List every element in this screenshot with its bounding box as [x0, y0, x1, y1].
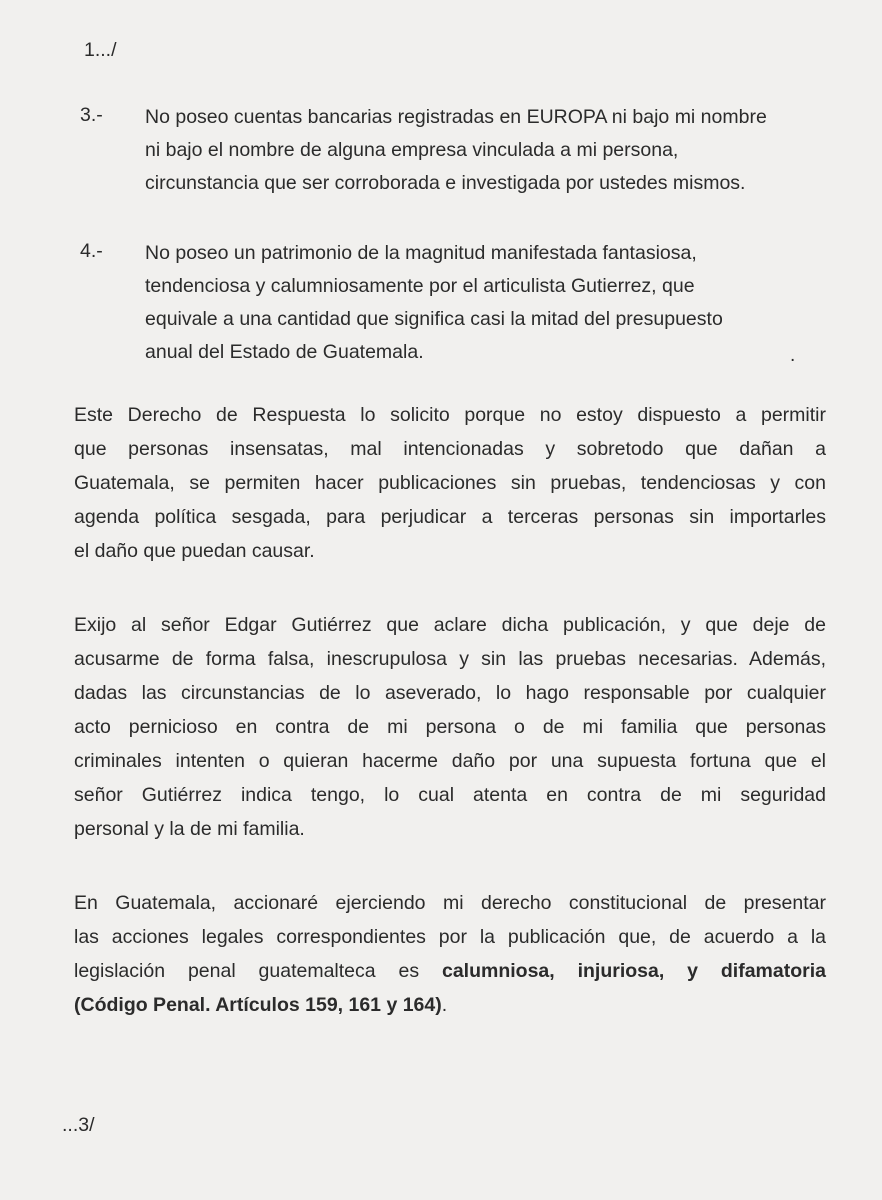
- paragraph-derecho-respuesta: [74, 398, 826, 568]
- paragraph-line: acto pernicioso en contra de mi persona o de mi familia que personas: [74, 716, 826, 738]
- paragraph-line: que personas insensatas, mal intencionadas y sobretodo que dañan a: [74, 438, 826, 460]
- paragraph-line: dadas las circunstancias de lo aseverado, lo hago responsable por cualquier: [74, 682, 826, 704]
- paragraph-acciones-legales: [74, 886, 826, 1022]
- item-3-line: ni bajo el nombre de alguna empresa vinculada a mi persona,: [145, 139, 679, 161]
- paragraph-line: En Guatemala, accionaré ejerciendo mi derecho constitucional de presentar: [74, 892, 826, 914]
- paragraph-line: las acciones legales correspondientes por la publicación que, de acuerdo a la: [74, 926, 826, 948]
- paragraph-exijo: [74, 608, 826, 846]
- item-3-number: 3.-: [80, 104, 103, 126]
- item-4-number: 4.-: [80, 240, 103, 262]
- item-3-text: [145, 101, 825, 200]
- plain-text: .: [441, 994, 448, 1016]
- paragraph-line: [74, 954, 826, 988]
- plain-text: legislación penal guatemalteca es: [74, 960, 442, 982]
- paragraph-line: criminales intenten o quieran hacerme daño por una supuesta fortuna que el: [74, 750, 826, 772]
- paragraph-line: personal y la de mi familia.: [74, 818, 305, 840]
- paragraph-line: señor Gutiérrez indica tengo, lo cual atenta en contra de mi seguridad: [74, 784, 826, 806]
- item-4-text: [145, 237, 825, 369]
- item-4-line: tendenciosa y calumniosamente por el articulista Gutierrez, que: [145, 275, 695, 297]
- paragraph-line: Este Derecho de Respuesta lo solicito porque no estoy dispuesto a permitir: [74, 404, 826, 426]
- paragraph-line: acusarme de forma falsa, inescrupulosa y sin las pruebas necesarias. Además,: [74, 648, 826, 670]
- bold-text: calumniosa, injuriosa, y difamatoria: [441, 960, 826, 982]
- paragraph-line: agenda política sesgada, para perjudicar a terceras personas sin importarles: [74, 506, 826, 528]
- item-4-line: anual del Estado de Guatemala.: [145, 341, 424, 363]
- stray-mark: .: [790, 345, 796, 366]
- paragraph-line: Guatemala, se permiten hacer publicaciones sin pruebas, tendenciosas y con: [74, 472, 826, 494]
- paragraph-line: Exijo al señor Edgar Gutiérrez que aclare dicha publicación, y que deje de: [74, 614, 826, 636]
- item-3-line: circunstancia que ser corroborada e investigada por ustedes mismos.: [145, 172, 746, 194]
- paragraph-line: [74, 988, 826, 1022]
- page-continuation-marker: 1.../: [84, 39, 117, 61]
- bold-text: (Código Penal. Artículos 159, 161 y 164): [74, 994, 442, 1016]
- item-4-line: equivale a una cantidad que significa casi la mitad del presupuesto: [145, 308, 723, 330]
- paragraph-line: el daño que puedan causar.: [74, 540, 315, 562]
- item-4-line: No poseo un patrimonio de la magnitud manifestada fantasiosa,: [145, 242, 697, 264]
- item-3-line: No poseo cuentas bancarias registradas en EUROPA ni bajo mi nombre: [145, 106, 767, 128]
- next-page-marker: ...3/: [62, 1114, 95, 1136]
